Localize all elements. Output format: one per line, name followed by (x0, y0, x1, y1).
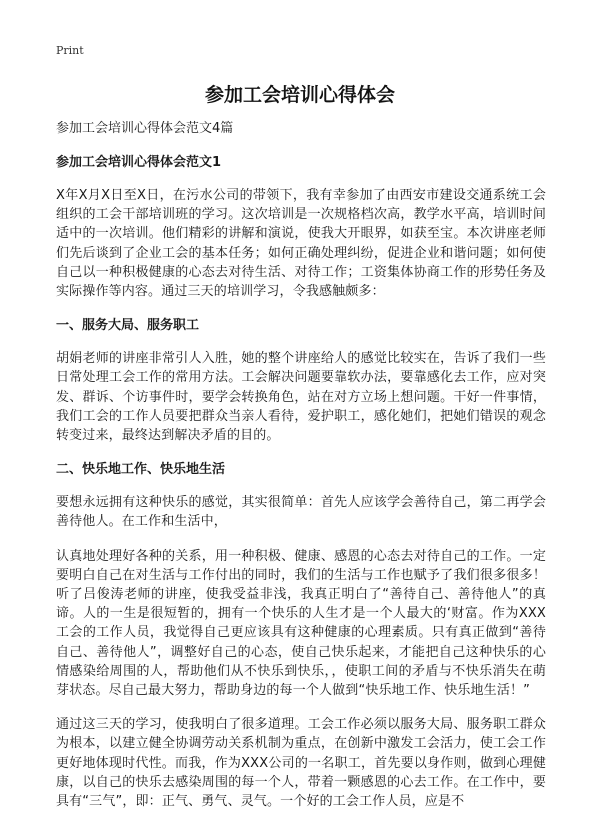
document-title: 参加工会培训心得体会 (204, 84, 395, 106)
paragraph-hu-juan-lecture: 胡娟老师的讲座非常引人入胜，她的整个讲座给人的感觉比较实在，告诉了我们一些日常处理工会工作的常用方法。工会解决问题要靠软办法，要靠感化去工作，应对突发、群诉、个访事件时，要学会转换角色，站在对方立场上想问题。干好一件事情，我们工会的工作人员要把群众当亲人看待，爱护职工，感化她们，把她们错误的观念转变过来，最终达到解决矛盾的目的。 (56, 351, 546, 444)
paragraph-intro: X年X月X日至X日，在污水公司的带领下，我有幸参加了由西安市建设交通系统工会组织的工会干部培训班的学习。这次培训是一次规格档次高，教学水平高，培训时间适中的一次培训。他们精彩的讲解和演说，使我大开眼界，如获至宝。本次讲座老师们先后谈到了企业工会的基本任务；如何正确处理纠纷，促进企业和谐问题；如何使自己以一种积极健康的心态去对待生活、对待工作；工资集体协商工作的形势任务及实际操作等内容。通过三天的培训学习，令我感触颇多： (56, 188, 546, 300)
section-heading-serve-overall: 一、服务大局、服务职工 (56, 318, 200, 334)
document-subtitle: 参加工会培训心得体会范文4篇 (56, 121, 234, 136)
print-link[interactable]: Print (56, 44, 84, 57)
section-heading-essay-1: 参加工会培训心得体会范文1 (56, 155, 222, 170)
paragraph-happiness-intro: 要想永远拥有这种快乐的感觉，其实很简单：首先人应该学会善待自己，第二再学会善待他人。在工作和生活中， (56, 495, 546, 530)
paragraph-conclusion: 通过这三天的学习，使我明白了很多道理。工会工作必须以服务大局、服务职工群众为根本，以建立健全协调劳动关系机制为重点，在创新中激发工会活力，使工会工作更好地体现时代性。而我，作为XXX公司的一名职工，首先要以身作则，做到心理健康，以自己的快乐去感染周围的每一个人，带着一颗感恩的心去工作。在工作中，要具有“三气”，即：正气、勇气、灵气。一个好的工会工作人员，应是不 (56, 717, 546, 810)
document-body (56, 119, 546, 824)
paragraph-treat-others: 认真地处理好各种的关系，用一种积极、健康、感恩的心态去对待自己的工作。一定要明白自己在对生活与工作付出的同时，我们的生活与工作也赋予了我们很多很多！ 听了吕俊涛老师的讲座，使我受益非浅，我真正明白了“善待自己、善待他人”的真谛。人的一生是很短暂的，拥有一个快乐的人生才是一个人最大的‘财富。作为XXX工会的工作人员，我觉得自己更应该具有这种健康的心理素质。只有真正做到“善待自己、善待他人”，调整好自己的心态，使自己快乐起来，才能把自己这种快乐的心情感染给周围的人，帮助他们从不快乐到快乐，，使职工间的矛盾与不快乐消失在萌芽状态。尽自己最大努力，帮助身边的每一个人做到“快乐地工作、快乐地生活！” (56, 548, 546, 699)
section-heading-happy-work: 二、快乐地工作、快乐地生活 (56, 462, 226, 478)
